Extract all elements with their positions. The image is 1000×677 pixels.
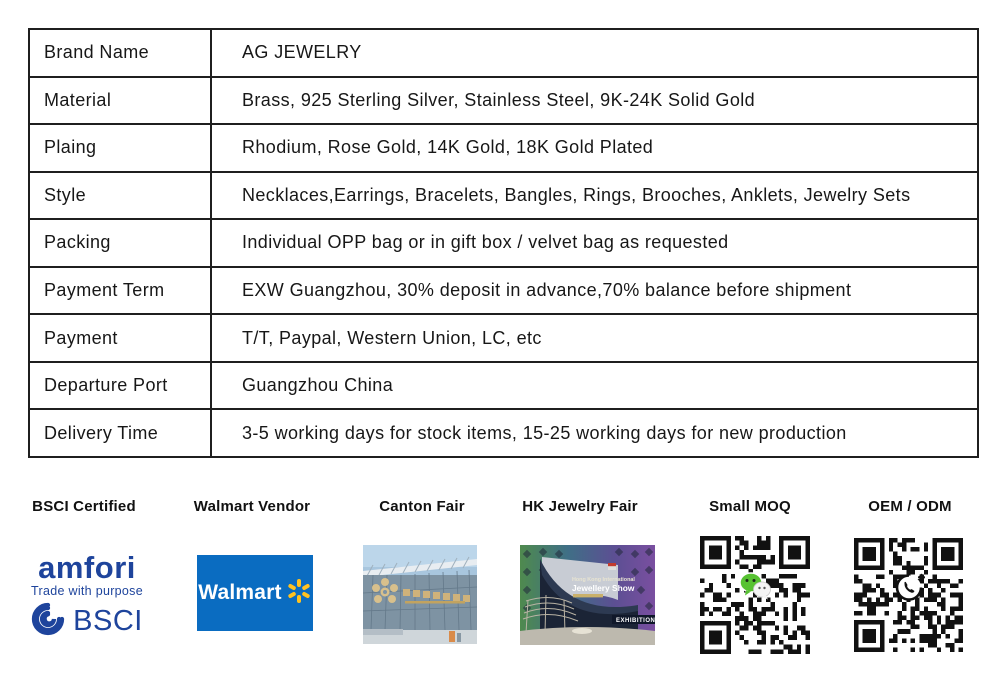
spec-value: EXW Guangzhou, 30% deposit in advance,70% balance before shipment xyxy=(211,267,978,315)
table-row xyxy=(29,409,978,457)
spec-label: Payment Term xyxy=(29,267,211,315)
table-row xyxy=(29,219,978,267)
badge-label-canton: Canton Fair xyxy=(379,498,465,515)
spec-value: T/T, Paypal, Western Union, LC, etc xyxy=(211,314,978,362)
hk-fair-title-line2: Jewellery Show xyxy=(572,583,635,593)
hk-fair-exhibition-sign: EXHIBITION xyxy=(616,618,655,624)
table-row xyxy=(29,77,978,125)
spec-value: Necklaces,Earrings, Bracelets, Bangles, Rings, Brooches, Anklets, Jewelry Sets xyxy=(211,172,978,220)
table-row xyxy=(29,314,978,362)
canton-fair-photo xyxy=(363,545,477,644)
amfori-tagline: Trade with purpose xyxy=(31,584,143,598)
walmart-spark-icon xyxy=(286,578,312,609)
amfori-bsci-logo xyxy=(26,552,148,652)
bsci-wordmark: BSCI xyxy=(73,605,143,637)
badge-label-hkfair: HK Jewelry Fair xyxy=(522,498,638,515)
spec-label: Style xyxy=(29,172,211,220)
bsci-spiral-icon xyxy=(31,602,65,641)
spec-label: Departure Port xyxy=(29,362,211,410)
spec-table-body xyxy=(29,29,978,457)
spec-label: Brand Name xyxy=(29,29,211,77)
badge-label-bsci: BSCI Certified xyxy=(32,498,136,515)
spec-value: Brass, 925 Sterling Silver, Stainless Steel, 9K-24K Solid Gold xyxy=(211,77,978,125)
walmart-logo xyxy=(197,555,313,631)
spec-value: Rhodium, Rose Gold, 14K Gold, 18K Gold Plated xyxy=(211,124,978,172)
whatsapp-qr-code xyxy=(852,536,965,654)
badge-label-moq: Small MOQ xyxy=(709,498,791,515)
table-row xyxy=(29,267,978,315)
spec-label: Material xyxy=(29,77,211,125)
hk-jewelry-fair-photo xyxy=(520,545,655,645)
table-row xyxy=(29,29,978,77)
spec-label: Packing xyxy=(29,219,211,267)
hk-fair-title-line1: Hong Kong International xyxy=(572,577,635,583)
wechat-icon xyxy=(738,571,772,606)
spec-value: Guangzhou China xyxy=(211,362,978,410)
spec-label: Payment xyxy=(29,314,211,362)
wechat-qr-code xyxy=(698,534,812,656)
badge-label-walmart: Walmart Vendor xyxy=(193,498,311,515)
amfori-wordmark: amfori xyxy=(38,552,136,585)
spec-value: Individual OPP bag or in gift box / velvet bag as requested xyxy=(211,219,978,267)
table-row xyxy=(29,172,978,220)
spec-label: Plaing xyxy=(29,124,211,172)
walmart-wordmark: Walmart xyxy=(198,581,282,604)
table-row xyxy=(29,362,978,410)
spec-value: AG JEWELRY xyxy=(211,29,978,77)
badge-label-oem: OEM / ODM xyxy=(868,498,952,515)
table-row xyxy=(29,124,978,172)
whatsapp-icon xyxy=(892,570,926,609)
spec-table xyxy=(28,28,979,458)
spec-value: 3-5 working days for stock items, 15-25 working days for new production xyxy=(211,409,978,457)
spec-label: Delivery Time xyxy=(29,409,211,457)
